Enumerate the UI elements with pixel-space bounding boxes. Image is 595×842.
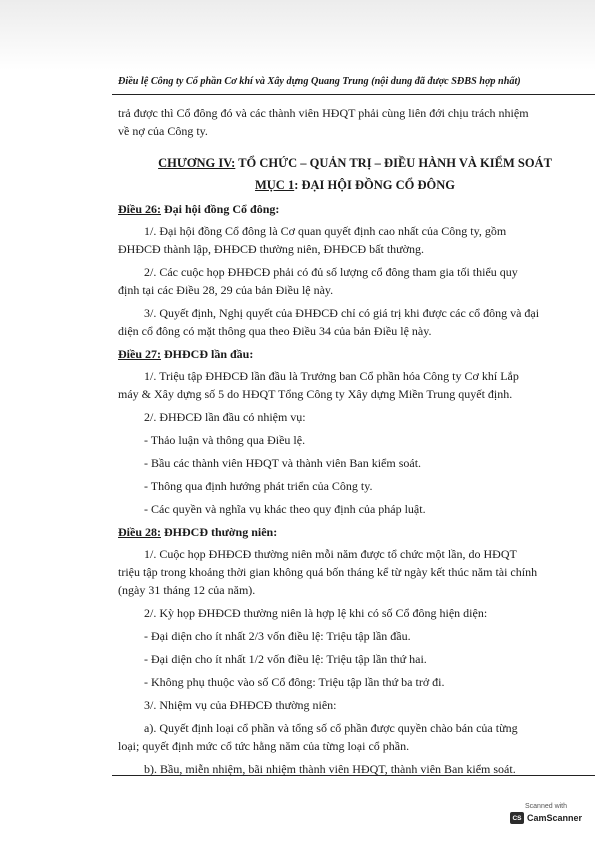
camscanner-brand: [502, 812, 590, 824]
paragraph: 1/. Đại hội đồng Cổ đông là Cơ quan quyết định cao nhất của Công ty, gồm: [144, 224, 507, 238]
chapter-number: CHƯƠNG IV:: [158, 156, 236, 170]
paragraph: (ngày 31 tháng 12 của năm).: [118, 583, 256, 597]
paragraph: 2/. Các cuộc họp ĐHĐCĐ phải có đủ số lượng cổ đông tham gia tối thiểu quy: [144, 265, 518, 279]
chapter-heading: [118, 154, 592, 172]
paragraph: 2/. ĐHĐCĐ lần đầu có nhiệm vụ:: [144, 410, 306, 424]
paragraph: ĐHĐCĐ thành lập, ĐHĐCĐ thường niên, ĐHĐCĐ bất thường.: [118, 242, 425, 256]
chapter-title: TỔ CHỨC – QUẢN TRỊ – ĐIỀU HÀNH VÀ KIỂM SOÁT: [235, 156, 552, 170]
paragraph: triệu tập trong khoảng thời gian không quá bốn tháng kể từ ngày kết thúc năm tài chính: [118, 565, 538, 579]
footer-divider: [112, 775, 595, 776]
list-item: a). Quyết định loại cổ phần và tổng số cổ phần được quyền chào bán của từng: [144, 721, 518, 735]
running-header: Điều lệ Công ty Cổ phần Cơ khí và Xây dựng Quang Trung (nội dung đã được SĐBS hợp nhất): [118, 76, 521, 87]
camscanner-name: CamScanner: [526, 813, 583, 823]
document-body: [118, 104, 592, 776]
list-item: loại; quyết định mức cổ tức hằng năm của từng loại cổ phần.: [118, 739, 410, 753]
paragraph: 3/. Quyết định, Nghị quyết của ĐHĐCĐ chỉ có giá trị khi được các cổ đông và đại: [144, 306, 540, 320]
section-heading: [118, 176, 592, 194]
list-item: - Các quyền và nghĩa vụ khác theo quy định của pháp luật.: [144, 502, 426, 516]
list-item: - Đại diện cho ít nhất 1/2 vốn điều lệ: Triệu tập lần thứ hai.: [144, 652, 427, 666]
list-item: - Bầu các thành viên HĐQT và thành viên Ban kiểm soát.: [144, 456, 422, 470]
article-heading: [118, 523, 592, 541]
section-title: : ĐẠI HỘI ĐỒNG CỔ ĐÔNG: [294, 178, 455, 192]
article-number: Điều 28:: [118, 525, 161, 539]
paragraph: 1/. Cuộc họp ĐHĐCĐ thường niên mỗi năm được tổ chức một lần, do HĐQT: [144, 547, 517, 561]
article-heading: [118, 345, 592, 363]
list-item: - Không phụ thuộc vào số Cổ đông: Triệu tập lần thứ ba trở đi.: [144, 675, 445, 689]
camscanner-watermark: [502, 803, 590, 833]
section-number: MỤC 1: [254, 178, 295, 192]
paragraph: diện cổ đông có mặt thông qua theo Điều 34 của bản Điều lệ này.: [118, 324, 432, 338]
paragraph: 3/. Nhiệm vụ của ĐHĐCĐ thường niên:: [144, 698, 337, 712]
paragraph: 2/. Kỳ họp ĐHĐCĐ thường niên là hợp lệ khi có số Cổ đông hiện diện:: [144, 606, 488, 620]
camscanner-logo-icon: CS: [510, 812, 524, 824]
paragraph: 1/. Triệu tập ĐHĐCĐ lần đầu là Trưởng ban Cổ phần hóa Công ty Cơ khí Lắp: [144, 369, 519, 383]
paragraph: máy & Xây dựng số 5 do HĐQT Tổng Công ty Xây dựng Miền Trung quyết định.: [118, 387, 513, 401]
paragraph: định tại các Điều 28, 29 của bản Điều lệ này.: [118, 283, 334, 297]
scan-shadow: [0, 0, 595, 70]
article-title: ĐHĐCĐ thường niên:: [161, 525, 278, 539]
list-item: - Đại diện cho ít nhất 2/3 vốn điều lệ: Triệu tập lần đầu.: [144, 629, 411, 643]
article-title: Đại hội đồng Cổ đông:: [161, 202, 280, 216]
list-item: - Thông qua định hướng phát triển của Công ty.: [144, 479, 373, 493]
list-item: - Thảo luận và thông qua Điều lệ.: [144, 433, 306, 447]
paragraph: trả được thì Cổ đông đó và các thành viên HĐQT phải cùng liên đới chịu trách nhiệm: [118, 106, 529, 120]
list-item: b). Bầu, miễn nhiệm, bãi nhiệm thành viên HĐQT, thành viên Ban kiểm soát.: [144, 762, 516, 776]
article-heading: [118, 200, 592, 218]
article-title: ĐHĐCĐ lần đầu:: [161, 347, 254, 361]
article-number: Điều 26:: [118, 202, 161, 216]
paragraph: về nợ của Công ty.: [118, 124, 208, 138]
header-divider: [112, 94, 595, 95]
article-number: Điều 27:: [118, 347, 161, 361]
scanned-with-label: Scanned with: [524, 803, 568, 810]
